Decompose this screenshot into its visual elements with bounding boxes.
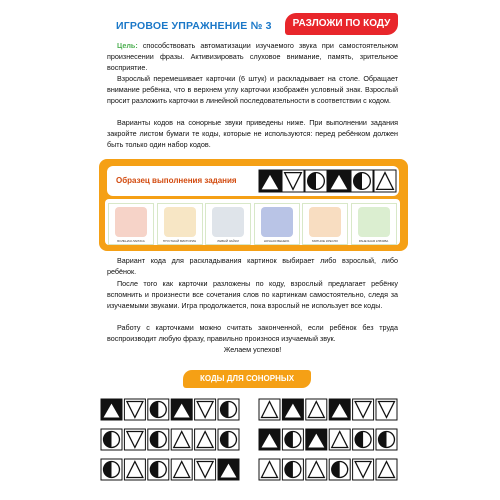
card-illustration (261, 207, 293, 237)
half-circle-icon (101, 459, 122, 480)
instruction-paragraph-2: Варианты кодов на сонорные звуки приведены ниже. При выполнении задания закройте листом бумаги те коды, которые не используются: перед ребёнком должен быть только один набор кодов. (107, 118, 398, 149)
half-circle-icon (329, 459, 350, 480)
picture-card (254, 203, 300, 245)
triangle-down-icon (353, 399, 374, 420)
half-circle-icon (282, 459, 303, 480)
square-triangle-icon (282, 399, 303, 420)
triangle-down-icon (376, 399, 397, 420)
half-circle-icon (218, 399, 239, 420)
instruction-paragraph-1: Взрослый перемешивает карточки (6 штук) и раскладывает на столе. Обращает внимание ребёнка, что в верхнем углу карточки изображён условный знак. Взрослый просит разложить карточки в линейной последовательности в соответствии с кодом. (107, 74, 398, 105)
instruction-paragraph-4: После того как карточки разложены по коду, взрослый предлагает ребёнку вспомнить и произнести все сочетания слов по картинкам самостоятельно, следя за изучаемыми звуками. Игра продолжается, пока взрослый не использует все коды. (107, 279, 398, 310)
triangle-up-icon (259, 399, 280, 420)
exercise-title: ИГРОВОЕ УПРАЖНЕНИЕ № 3 (116, 20, 272, 32)
card-illustration (212, 207, 244, 237)
code-row (258, 428, 400, 452)
triangle-down-icon (124, 429, 145, 450)
code-row (258, 458, 400, 482)
square-triangle-icon (218, 459, 239, 480)
code-row (100, 458, 242, 482)
triangle-down-icon (195, 399, 216, 420)
card-illustration (358, 207, 390, 237)
card-caption: МЯТНОЕ КРЕСЛО (312, 239, 338, 243)
half-circle-icon (351, 170, 373, 192)
triangle-up-icon (329, 429, 350, 450)
picture-card (351, 203, 397, 245)
triangle-up-icon (171, 429, 192, 450)
square-triangle-icon (329, 399, 350, 420)
sample-title: Образец выполнения задания (116, 176, 237, 185)
half-circle-icon (101, 429, 122, 450)
exercise-badge: РАЗЛОЖИ ПО КОДУ (285, 13, 398, 35)
square-triangle-icon (328, 170, 350, 192)
code-row (100, 428, 242, 452)
code-row (100, 398, 242, 422)
triangle-down-icon (353, 459, 374, 480)
half-circle-icon (218, 429, 239, 450)
triangle-up-icon (171, 459, 192, 480)
half-circle-icon (148, 399, 169, 420)
card-caption: НОЧНАЯ ВЕНЕРА (263, 239, 290, 243)
sample-code-strip (257, 168, 397, 194)
card-illustration (309, 207, 341, 237)
triangle-up-icon (124, 459, 145, 480)
card-caption: РАНЕЧНАЯ КЛЮКВА (358, 239, 389, 243)
card-caption: БОЛЬНАЯ ЛАРИСА (117, 239, 145, 243)
half-circle-icon (148, 429, 169, 450)
triangle-up-icon (306, 459, 327, 480)
square-triangle-icon (306, 429, 327, 450)
goal-label: Цель: (117, 41, 138, 50)
codes-badge: КОДЫ ДЛЯ СОНОРНЫХ (183, 370, 311, 388)
picture-card (108, 203, 154, 245)
square-triangle-icon (171, 399, 192, 420)
half-circle-icon (282, 429, 303, 450)
half-circle-icon (353, 429, 374, 450)
closing-wish: Желаем успехов! (223, 345, 282, 354)
instruction-paragraph-3: Вариант кода для раскладывания картинок выбирает либо взрослый, либо ребёнок. (107, 256, 398, 276)
card-caption: ГРУСТНЫЙ ВИКТОРИН (162, 239, 197, 243)
square-triangle-icon (259, 170, 281, 192)
half-circle-icon (305, 170, 327, 192)
goal-paragraph (107, 40, 398, 73)
triangle-up-icon (306, 399, 327, 420)
goal-text: способствовать автоматизации изучаемого звука при самостоятельном произнесении фразы. Активизировать слуховое внимание, память, зрительное восприятие. (107, 41, 398, 72)
triangle-down-icon (124, 399, 145, 420)
picture-card (157, 203, 203, 245)
instruction-paragraph-5: Работу с карточками можно считать законченной, если ребёнок без труда воспроизводит любую фразу, правильно произнося изучаемый звук. (107, 323, 398, 343)
triangle-up-icon (195, 429, 216, 450)
square-triangle-icon (259, 429, 280, 450)
picture-card (205, 203, 251, 245)
half-circle-icon (148, 459, 169, 480)
triangle-up-icon (259, 459, 280, 480)
half-circle-icon (376, 429, 397, 450)
card-illustration (115, 207, 147, 237)
code-row (258, 398, 400, 422)
triangle-down-icon (282, 170, 304, 192)
card-illustration (164, 207, 196, 237)
triangle-down-icon (195, 459, 216, 480)
triangle-up-icon (374, 170, 396, 192)
square-triangle-icon (101, 399, 122, 420)
card-caption: ЛЕВЫЙ ЗАЙКИ (217, 239, 239, 243)
picture-card (302, 203, 348, 245)
triangle-up-icon (376, 459, 397, 480)
